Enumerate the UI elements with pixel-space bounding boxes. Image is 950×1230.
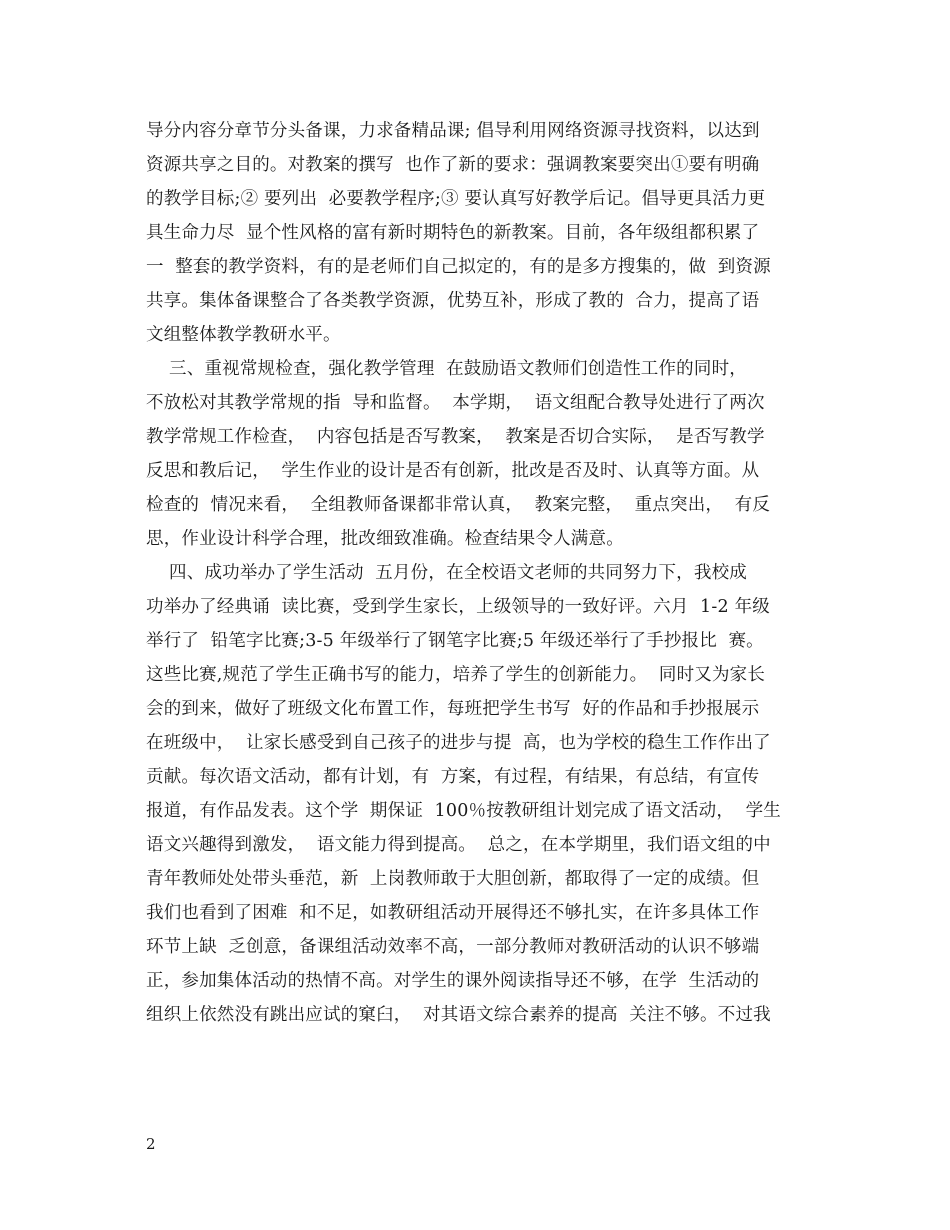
text-line: 功举办了经典诵 读比赛，受到学生家长，上级领导的一致好评。六月 1-2 年级 [146, 597, 770, 617]
text-line: 具生命力尽 显个性风格的富有新时期特色的新教案。目前，各年级组都积累了 [146, 223, 760, 243]
text-line: 一 整套的教学资料，有的是老师们自己拟定的，有的是多方搜集的，做 到资源 [146, 257, 771, 277]
text-line: 检查的 情况来看， 全组教师备课都非常认真， 教案完整， 重点突出， 有反 [146, 495, 771, 515]
text-line: 会的到来，做好了班级文化布置工作，每班把学生书写 好的作品和手抄报展示 [146, 699, 760, 719]
text-line: 四、成功举办了学生活动 五月份，在全校语文老师的共同努力下，我校成 [146, 563, 747, 583]
body-text [146, 114, 806, 1032]
text-line: 思，作业设计科学合理，批改细致准确。检查结果令人满意。 [146, 529, 624, 549]
text-line: 举行了 铅笔字比赛;3-5 年级举行了钢笔字比赛;5 年级还举行了手抄报比 赛。 [146, 631, 764, 651]
page-number: 2 [146, 1135, 156, 1153]
text-line: 语文兴趣得到激发， 语文能力得到提高。 总之，在本学期里，我们语文组的中 [146, 835, 771, 855]
text-line: 反思和教后记， 学生作业的设计是否有创新，批改是否及时、认真等方面。从 [146, 461, 760, 481]
text-line: 导分内容分章节分头备课，力求备精品课; 倡导利用网络资源寻找资料，以达到 [146, 121, 760, 141]
text-line: 环节上缺 乏创意，备课组活动效率不高，一部分教师对教研活动的认识不够端 [146, 937, 760, 957]
text-line: 报道，有作品发表。这个学 期保证 100％按教研组计划完成了语文活动， 学生 [146, 801, 781, 821]
text-line: 贡献。每次语文活动，都有计划，有 方案，有过程，有结果，有总结，有宣传 [146, 767, 760, 787]
text-line: 文组整体教学教研水平。 [146, 325, 341, 345]
text-line: 的教学目标;② 要列出 必要教学程序;③ 要认真写好教学后记。倡导更具活力更 [146, 189, 766, 209]
text-line: 这些比赛,规范了学生正确书写的能力，培养了学生的创新能力。 同时又为家长 [146, 665, 766, 685]
text-line: 青年教师处处带头垂范，新 上岗教师敢于大胆创新，都取得了一定的成绩。但 [146, 869, 760, 889]
text-line: 三、重视常规检查，强化教学管理 在鼓励语文教师们创造性工作的同时， [146, 359, 747, 379]
text-line: 正，参加集体活动的热情不高。对学生的课外阅读指导还不够，在学 生活动的 [146, 971, 760, 991]
text-line: 我们也看到了困难 和不足，如教研组活动开展得还不够扎实，在许多具体工作 [146, 903, 760, 923]
text-line: 组织上依然没有跳出应试的窠臼， 对其语文综合素养的提高 关注不够。不过我 [146, 1005, 771, 1025]
text-line: 教学常规工作检查， 内容包括是否写教案， 教案是否切合实际， 是否写教学 [146, 427, 765, 447]
text-line: 资源共享之目的。对教案的撰写 也作了新的要求：强调教案要突出①要有明确 [146, 155, 760, 175]
text-line: 在班级中， 让家长感受到自己孩子的进步与提 高，也为学校的稳生工作作出了 [146, 733, 771, 753]
text-line: 不放松对其教学常规的指 导和监督。 本学期， 语文组配合教导处进行了两次 [146, 393, 765, 413]
text-line: 共享。集体备课整合了各类教学资源，优势互补，形成了教的 合力，提高了语 [146, 291, 760, 311]
